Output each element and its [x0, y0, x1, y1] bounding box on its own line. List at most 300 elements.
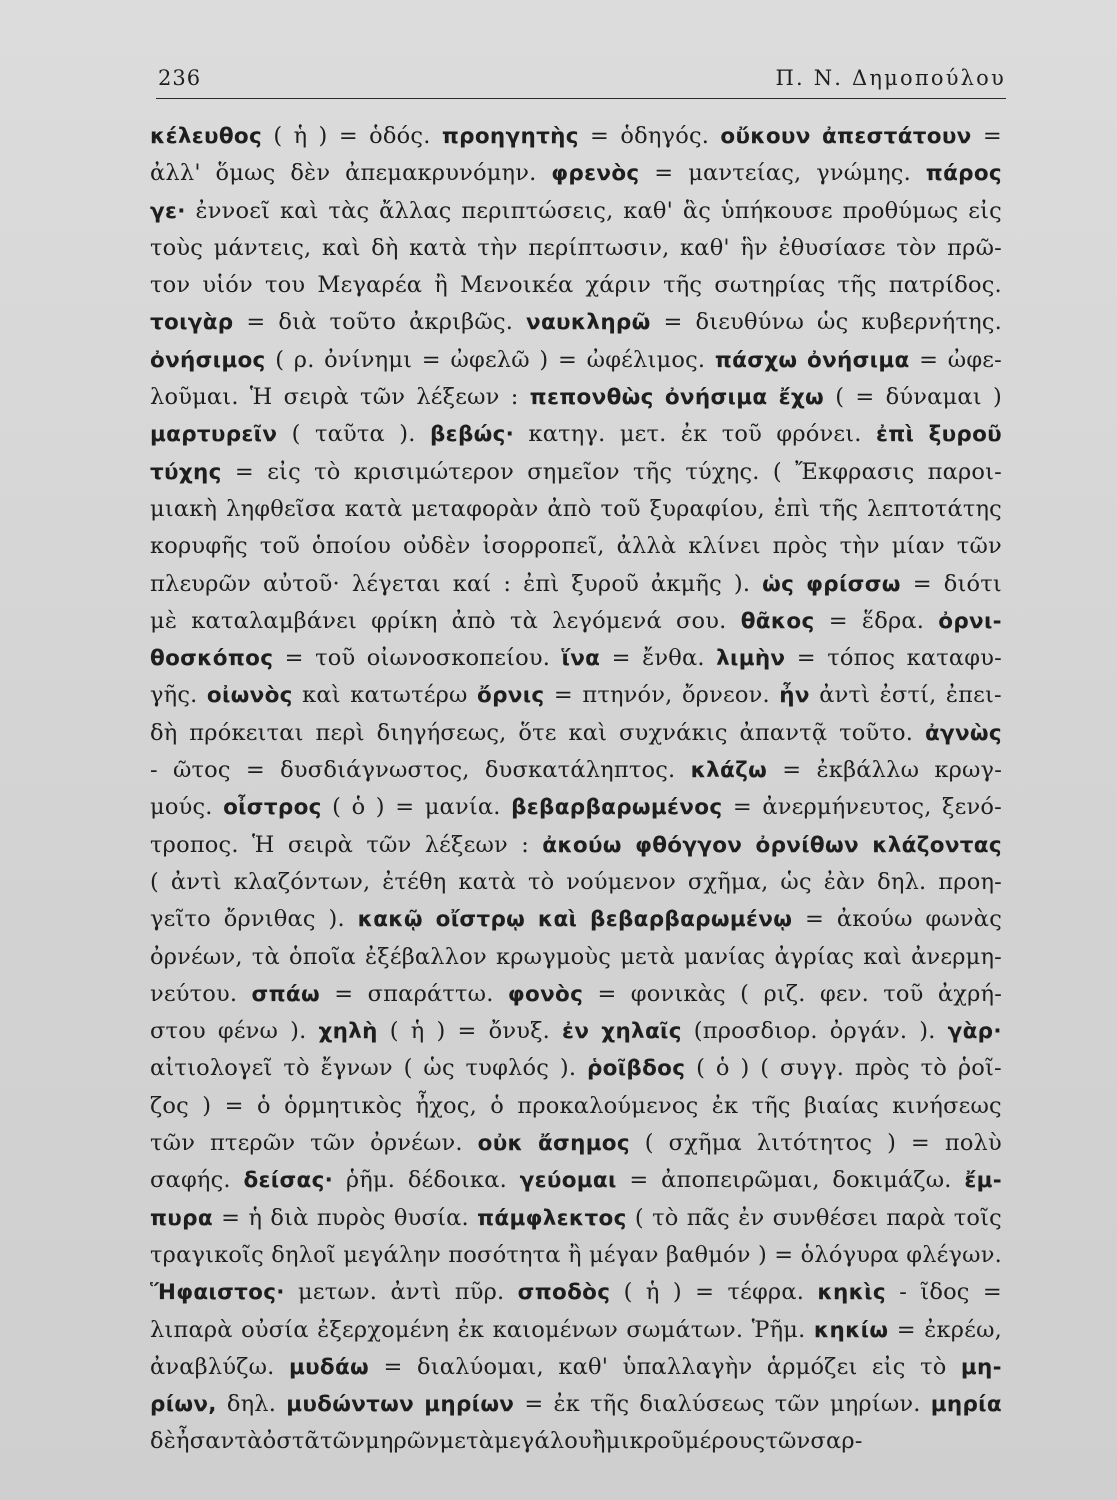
text-word: τὸ	[283, 1055, 310, 1082]
text-word: ἐξέβαλλον	[364, 943, 487, 970]
text-word: )	[672, 1279, 682, 1306]
text-word: τῆς	[663, 272, 703, 299]
text-word: ληφθεῖσα	[226, 495, 336, 522]
text-word: ποσότητα	[448, 1241, 561, 1268]
text-word: )	[539, 346, 549, 373]
headword: κηκίω	[813, 1317, 889, 1343]
text-word: τὴν	[839, 533, 880, 560]
text-word: τὸ	[527, 868, 555, 895]
text-line	[150, 715, 1002, 752]
text-word: =	[590, 123, 610, 149]
text-word: ἡ	[410, 1018, 425, 1045]
text-word: δηλ.	[226, 1391, 277, 1418]
text-word: τροπος.	[150, 831, 239, 858]
text-word: =	[896, 1316, 916, 1343]
text-word: εἰς	[871, 1353, 906, 1380]
text-word: φρόνει.	[776, 421, 862, 448]
text-word: τύχης.	[685, 458, 760, 485]
headword: κηκὶς	[817, 1280, 886, 1306]
text-word: ἐν	[738, 1204, 765, 1231]
text-word: ὠφε-	[947, 346, 1002, 373]
text-word: σειρὰ	[283, 384, 349, 411]
text-line	[150, 342, 1002, 379]
text-word: σαφής.	[150, 1167, 231, 1194]
headword: ξυροῦ	[928, 422, 1002, 448]
text-word: (	[273, 123, 283, 149]
headword: σποδὸς	[517, 1280, 611, 1306]
text-word: συνθέσει	[772, 1204, 878, 1231]
text-word: ἐκ	[680, 421, 708, 448]
text-word: ἀνερμη-	[911, 943, 1002, 970]
text-word: φλέγων.	[906, 1241, 1002, 1268]
text-word: γῆς.	[150, 682, 198, 709]
text-line	[150, 1274, 1002, 1311]
text-line	[150, 789, 1002, 826]
headword: γε·	[150, 198, 186, 224]
text-line	[150, 1386, 1002, 1423]
text-word: ἐπὶ	[773, 495, 811, 522]
text-word: μετὰ	[439, 1428, 495, 1455]
text-word: ὁ	[351, 794, 366, 821]
text-word: ὁδός.	[369, 123, 431, 149]
headword: ἀκούω	[542, 832, 622, 858]
text-word: τοῦτο.	[839, 719, 914, 746]
text-word: ἐκβάλλω	[816, 757, 920, 784]
text-word: =	[611, 645, 631, 672]
headword: ἐπὶ	[875, 422, 915, 448]
text-word: ἀπὸ	[547, 495, 592, 522]
text-word: τῶν	[150, 1130, 196, 1157]
text-word: τῆς	[633, 458, 673, 485]
text-word: )	[757, 1241, 767, 1268]
text-word: κρωγ-	[934, 757, 1002, 784]
text-word: φονικὰς	[630, 980, 726, 1007]
text-word: τον	[150, 272, 191, 299]
text-word: διὰ	[278, 309, 317, 336]
headword: πυρα	[150, 1205, 213, 1231]
text-word: διηγήσεως,	[376, 719, 507, 746]
text-word: :	[510, 384, 519, 411]
text-line	[150, 416, 1002, 453]
headword: ἦν	[779, 683, 810, 709]
text-word: Μεγαρέα	[317, 272, 423, 299]
headword: ὡς	[762, 571, 795, 597]
text-word: κορυφῆς	[150, 533, 248, 560]
text-word: τοῦ	[315, 645, 356, 672]
headword: ἀπεστάτουν	[821, 124, 972, 149]
text-word: καί	[452, 570, 492, 597]
text-word: δοκιμάζω.	[832, 1167, 952, 1194]
text-word: =	[284, 645, 304, 672]
text-word: τὰ	[251, 943, 280, 970]
text-word: μανίας	[684, 943, 766, 970]
text-word: σου.	[676, 607, 727, 634]
headword: δείσας·	[243, 1168, 334, 1194]
text-word: ὄνυξ.	[488, 1018, 551, 1045]
text-word: μηρίων.	[829, 1391, 921, 1418]
text-word: =	[982, 1279, 1002, 1306]
text-word: =	[629, 1167, 649, 1194]
text-word: (	[403, 1055, 413, 1082]
headword: λιμὴν	[716, 646, 786, 672]
text-word: Ἔκφρασις	[795, 458, 915, 485]
headword: οἰωνὸς	[206, 683, 293, 709]
text-word: φένω	[217, 1018, 279, 1045]
text-word: ἕδρα.	[861, 607, 925, 634]
text-word: )	[887, 1130, 897, 1157]
text-word: ὀργάν.	[829, 1018, 908, 1045]
text-word: τοὺς	[150, 234, 204, 261]
text-word: ὅτε	[518, 719, 557, 746]
text-word: (	[740, 980, 750, 1007]
headword: γὰρ·	[947, 1019, 1002, 1045]
text-word: Ῥῆμ.	[751, 1316, 806, 1343]
text-word: ἀποπειρῶμαι,	[661, 1167, 820, 1194]
text-word: ὑπήκουσε	[720, 197, 833, 224]
text-word: =	[774, 1241, 794, 1268]
text-word: ὠφελῶ	[450, 346, 530, 373]
text-word: υἱόν	[202, 272, 253, 299]
text-word: ἀκμῆς	[650, 570, 722, 597]
text-word: φρίκη	[371, 607, 438, 634]
text-word: ὠφέλιμος.	[586, 346, 706, 373]
text-word: βαθμόν	[665, 1241, 751, 1268]
headword: μη-	[960, 1354, 1002, 1380]
headword: μηρία	[930, 1392, 1002, 1418]
text-word: κινήσεως	[892, 1092, 1002, 1119]
text-word: καταλαμβάνει	[191, 607, 357, 634]
text-word: μανία.	[424, 794, 501, 821]
text-word: καὶ	[279, 197, 319, 224]
text-word: ἐννοεῖ	[195, 197, 271, 224]
text-line	[150, 1162, 1002, 1199]
text-word: =	[221, 1204, 241, 1231]
text-word: τῆς	[751, 1092, 791, 1119]
text-word: :	[521, 831, 529, 858]
text-word: αἰτιολογεῖ	[150, 1055, 273, 1082]
text-word: του	[265, 272, 306, 299]
text-word: ἦχος,	[415, 1092, 477, 1119]
text-word: )	[375, 794, 385, 821]
text-word: κατηγ.	[528, 421, 606, 448]
text-word: μαντείας,	[688, 160, 802, 187]
headword: ῥοῖβδος	[586, 1056, 686, 1082]
text-word: =	[553, 682, 573, 709]
text-word: καθ'	[680, 234, 730, 261]
text-word: χάριν	[585, 272, 651, 299]
text-word: γεῖτο	[150, 906, 211, 933]
text-word: (	[389, 1018, 399, 1045]
text-word: καὶ	[568, 719, 608, 746]
text-word: στου	[150, 1018, 206, 1045]
text-word: =	[597, 980, 617, 1007]
text-word: τέφρα.	[727, 1279, 805, 1306]
headword: κλάζω	[690, 758, 768, 784]
headword: ἔχω	[778, 385, 825, 411]
headword: ἄσημος	[537, 1131, 630, 1157]
text-word: =	[246, 309, 266, 336]
text-word: )	[436, 1018, 446, 1045]
text-word: =	[334, 980, 354, 1007]
headword: καὶ	[537, 907, 578, 933]
text-word: τόπος	[827, 645, 896, 672]
text-word: ἀγρίας	[774, 943, 855, 970]
text-word: =	[912, 570, 932, 597]
text-word: =	[383, 1353, 403, 1380]
headword: ναυκληρῶ	[526, 310, 651, 336]
text-word: μίαν	[891, 533, 945, 560]
text-word: ἐθυσίασε	[778, 234, 886, 261]
text-word: ῖδος	[920, 1279, 970, 1306]
text-line	[150, 603, 1002, 640]
text-word: ).	[919, 1018, 936, 1045]
text-word: πτερῶν	[209, 1130, 296, 1157]
text-line	[150, 193, 1002, 230]
text-word: δὴ	[150, 719, 178, 746]
text-line	[150, 1312, 1002, 1349]
text-word: ὁ	[715, 1055, 730, 1082]
text-word: τοῦ	[721, 421, 763, 448]
text-word: τὸ	[920, 1353, 947, 1380]
text-line	[150, 267, 1002, 304]
text-word: προκαλούμενος	[517, 1092, 699, 1119]
text-word: ἀλλὰ	[616, 533, 677, 560]
text-word: σωτηρίας	[714, 272, 826, 299]
text-word: λιτότητος	[756, 1130, 873, 1157]
text-word: =	[695, 1279, 715, 1306]
headword: σπάω	[251, 981, 320, 1007]
text-word: ).	[559, 1055, 577, 1082]
text-word: (	[644, 1130, 654, 1157]
text-word: ἐστί,	[879, 682, 937, 709]
text-word: σειρὰ	[287, 831, 354, 858]
text-word: Ἡ	[252, 831, 275, 858]
text-word: =	[782, 757, 802, 784]
text-word: πτηνόν,	[582, 682, 673, 709]
text-word: τῶν	[319, 1428, 366, 1455]
text-word: λοῦμαι.	[150, 384, 239, 411]
text-word: ἐὰν	[823, 868, 866, 895]
text-word: τῆς	[590, 1391, 630, 1418]
headword: ὀρνίθων	[755, 832, 859, 858]
text-word: -	[150, 757, 158, 784]
text-word: κλίνει	[688, 533, 761, 560]
headword: οἴστρῳ	[435, 907, 526, 933]
text-word: ὡς	[817, 309, 849, 336]
text-word: ἔγνων	[320, 1055, 393, 1082]
text-word: μεγάλου	[494, 1428, 592, 1455]
text-word: ἐξερχομένη	[317, 1316, 450, 1343]
text-word: μέρους	[684, 1428, 766, 1455]
text-word: ὀστᾶ	[262, 1428, 320, 1455]
headword: πάμφλεκτος	[477, 1205, 627, 1231]
text-line	[150, 1349, 1002, 1386]
text-line	[150, 939, 1002, 976]
text-word: ῶτος	[172, 757, 231, 784]
text-word: τῶν	[765, 1428, 811, 1455]
text-word: ὡς	[780, 868, 812, 895]
text-word: μικροῦ	[605, 1428, 685, 1455]
headword: οἶστρος	[223, 795, 322, 821]
text-word: πρὸς	[854, 1055, 910, 1082]
text-word: =	[828, 607, 848, 634]
text-word: δὴ	[371, 234, 399, 261]
text-line	[150, 454, 1002, 491]
text-word: τραγικοῖς	[150, 1241, 264, 1268]
text-word: λέξεων	[424, 831, 508, 858]
text-word: =	[796, 645, 816, 672]
text-word: (	[150, 868, 159, 895]
text-word: ὁποῖα	[288, 943, 356, 970]
text-line	[150, 304, 1002, 341]
text-word: ἢ	[434, 272, 448, 299]
text-word: διαλύσεως	[639, 1391, 765, 1418]
text-word: καθ'	[623, 197, 674, 224]
text-word: νούμενον	[566, 868, 676, 895]
headword: κακῷ	[357, 907, 423, 933]
text-word: σπαράττω.	[367, 980, 494, 1007]
text-word: δηλ.	[877, 868, 927, 895]
text-word: ὑπαλλαγὴν	[622, 1353, 753, 1380]
text-word: μιακὴ	[150, 495, 218, 522]
text-word: ἰσορροπεῖ,	[482, 533, 605, 560]
text-word: ἐτέθη	[382, 868, 447, 895]
headword: φρενὸς	[551, 161, 640, 187]
text-word: ταῦτα	[314, 421, 385, 448]
text-word: βιαίας	[804, 1092, 879, 1119]
text-word: ἀντὶ	[170, 868, 222, 895]
text-word: (	[275, 346, 285, 373]
text-word: ἀπεμακρυνόμην.	[345, 160, 537, 187]
text-word: ἀντὶ	[819, 682, 871, 709]
text-word: σχῆμα,	[687, 868, 769, 895]
text-word: ξυροῦ	[571, 570, 639, 597]
text-word: ἀλλ'	[150, 160, 201, 187]
text-word: τῶν	[360, 384, 406, 411]
text-word: -	[899, 1279, 907, 1306]
text-word: εἰς	[267, 458, 301, 485]
text-word: ἀπὸ	[451, 607, 496, 634]
headword: γεύομαι	[519, 1168, 617, 1194]
text-word: τυφλός	[465, 1055, 550, 1082]
text-word: μηρῶν	[365, 1428, 440, 1455]
text-word: σημεῖον	[527, 458, 620, 485]
text-word: διὰ	[270, 1204, 309, 1231]
text-word: πολὺ	[944, 1130, 1002, 1157]
text-word: διαλύομαι,	[417, 1353, 544, 1380]
text-line	[150, 976, 1002, 1013]
text-word: γνώμης.	[816, 160, 911, 187]
headword: κλάζοντας	[872, 832, 1002, 858]
text-word: (	[332, 794, 342, 821]
text-word: =	[855, 384, 875, 411]
text-word: ὁδηγός.	[620, 123, 710, 149]
text-word: =	[558, 346, 578, 373]
text-word: ὅμως	[215, 160, 276, 187]
headword: φρίσσω	[806, 571, 901, 597]
text-word: δύναμαι	[885, 384, 982, 411]
headword: Ἥφαιστος·	[150, 1280, 285, 1306]
text-word: μεταφορὰν	[411, 495, 539, 522]
text-word: ἐπει-	[945, 682, 1002, 709]
text-line	[150, 1013, 1002, 1050]
text-word: =	[245, 757, 265, 784]
text-word: κατὰ	[458, 868, 517, 895]
text-word: ἀκριβῶς.	[409, 309, 514, 336]
text-word: ὡς	[423, 1055, 455, 1082]
text-word: ὀνίνημι	[324, 346, 413, 373]
headword: πάσχω	[714, 347, 798, 373]
text-word: (	[696, 1055, 706, 1082]
headword: τοιγὰρ	[150, 310, 234, 336]
text-word: πρόκειται	[189, 719, 304, 746]
text-line	[150, 118, 1002, 155]
headword: βεβαρβαρωμένος	[511, 795, 723, 821]
headword: προηγητὴς	[441, 124, 579, 149]
headword: θοσκόπος	[150, 646, 274, 672]
text-word: παρὰ	[886, 1204, 946, 1231]
text-word: ῥῆμ.	[345, 1167, 396, 1194]
text-word: (	[291, 421, 301, 448]
text-word: τῶν	[956, 533, 1002, 560]
text-word: ἐπὶ	[523, 570, 560, 597]
text-word: προθύμως	[842, 197, 959, 224]
text-word: =	[732, 794, 752, 821]
text-word: κρωγμοὺς	[495, 943, 612, 970]
headword: μυδάω	[288, 1354, 370, 1380]
text-word: καὶ	[302, 682, 341, 709]
text-word: ἢ	[591, 1428, 606, 1455]
text-word: συχνάκις	[619, 719, 728, 746]
text-word: σαρ-	[810, 1428, 863, 1455]
text-word: ἡ	[645, 1279, 660, 1306]
text-line	[150, 752, 1002, 789]
text-word: ρ.	[293, 346, 315, 373]
text-word: ριζ.	[763, 980, 806, 1007]
text-word: δὲν	[290, 160, 331, 187]
text-word: αὐτοῦ·	[263, 570, 340, 597]
text-word: καὶ	[321, 234, 361, 261]
text-word: ἄλλας	[379, 197, 452, 224]
text-word: κρισιμώτερον	[353, 458, 514, 485]
text-word: =	[654, 160, 674, 187]
text-word: λεπτοτάτης	[867, 495, 1002, 522]
text-word: )	[740, 1055, 750, 1082]
text-word: ἐκ	[553, 1391, 581, 1418]
text-word: ὁ	[490, 1092, 505, 1119]
text-word: ἐκ	[711, 1092, 739, 1119]
headword: ὀνήσιμα	[807, 347, 910, 373]
text-line	[150, 1423, 1002, 1460]
text-word: περὶ	[315, 719, 365, 746]
text-word: τὰ	[234, 1428, 263, 1455]
headword: ἵνα	[561, 646, 601, 672]
text-word: Μενοικέα	[460, 272, 574, 299]
text-line	[150, 230, 1002, 267]
text-word: τῶν	[774, 1391, 820, 1418]
text-word: κατωτέρω	[350, 682, 468, 709]
text-word: τοῦ	[259, 533, 300, 560]
text-word: ).	[290, 1018, 307, 1045]
text-word: καὶ	[863, 943, 902, 970]
text-word: πατρίδος.	[888, 272, 1002, 299]
headword: ὀνήσιμος	[150, 347, 266, 373]
glossary-text	[150, 118, 1002, 1461]
text-line	[150, 677, 1002, 714]
text-word: =	[224, 1092, 244, 1119]
headword: ἐν	[562, 1019, 590, 1045]
headword: ὀρνι-	[938, 608, 1002, 634]
